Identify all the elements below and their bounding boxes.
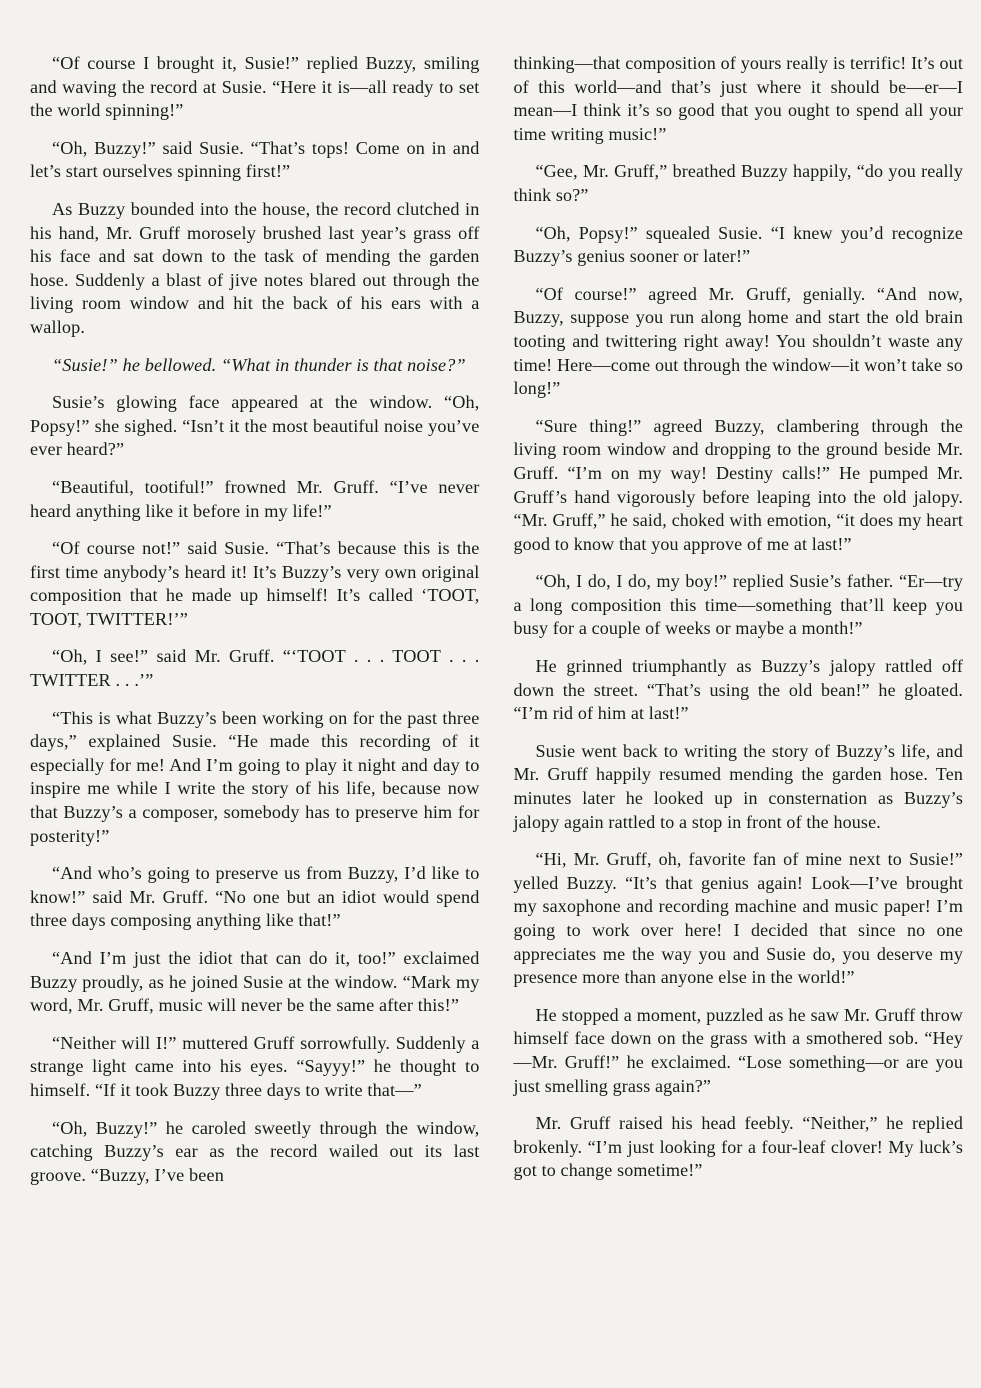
right-column xyxy=(514,52,964,1388)
paragraph: He stopped a moment, puzzled as he saw Mr. Gruff throw himself face down on the grass with a smothered sob. “Hey—Mr. Gruff!” he exclaimed. “Lose something—or are you just smelling grass again?” xyxy=(513,1004,963,1096)
paragraph: “Oh, Popsy!” squealed Susie. “I knew you’d recognize Buzzy’s genius sooner or later!” xyxy=(513,222,963,267)
paragraph: “And who’s going to preserve us from Buzzy, I’d like to know!” said Mr. Gruff. “No one but an idiot would spend three days composing anything like that!” xyxy=(30,863,480,931)
paragraph: “Of course!” agreed Mr. Gruff, genially. “And now, Buzzy, suppose you run along home and start the old brain tooting and twittering right away! You shouldn’t waste any time! Here—come out through the window—it won’t take so long!” xyxy=(513,283,963,399)
paragraph: “Of course not!” said Susie. “That’s because this is the first time anybody’s heard it! It’s Buzzy’s very own original composition that he made up himself! It’s called ‘TOOT, TOOT, TWITTER!’” xyxy=(30,538,480,629)
paragraph: “This is what Buzzy’s been working on for the past three days,” explained Susie. “He made this recording of it especially for me! And I’m going to play it night and day to inspire me while I write the story of his life, because now that Buzzy’s a composer, somebody has to preserve him for posterity!” xyxy=(30,707,480,846)
paragraph: Susie’s glowing face appeared at the window. “Oh, Popsy!” she sighed. “Isn’t it the most beautiful noise you’ve ever heard?” xyxy=(30,392,480,460)
paragraph: “Sure thing!” agreed Buzzy, clambering through the living room window and dropping to the ground beside Mr. Gruff. “I’m on my way! Destiny calls!” He pumped Mr. Gruff’s hand vigorously before leaping into the old jalopy. “Mr. Gruff,” he said, choked with emotion, “it does my heart good to know that you approve of me at last!” xyxy=(513,415,963,554)
paragraph: “Beautiful, tootiful!” frowned Mr. Gruff. “I’ve never heard anything like it before in my life!” xyxy=(30,476,480,521)
paragraph: “Susie!” he bellowed. “What in thunder is that noise?” xyxy=(52,354,466,375)
paragraph: “Oh, Buzzy!” said Susie. “That’s tops! Come on in and let’s start ourselves spinning first!” xyxy=(30,137,480,182)
paragraph: “Gee, Mr. Gruff,” breathed Buzzy happily, “do you really think so?” xyxy=(513,161,963,205)
paragraph: “Hi, Mr. Gruff, oh, favorite fan of mine next to Susie!” yelled Buzzy. “It’s that genius again! Look—I’ve brought my saxophone and recording machine and music paper! I’m going to work over here! I decided that since no one appreciates me the way you and Susie do, you deserve my presence more than anyone else in the world!” xyxy=(513,849,963,988)
left-column xyxy=(30,52,480,1388)
paragraph: “Oh, I do, I do, my boy!” replied Susie’s father. “Er—try a long composition this time—something that’ll keep you busy for a couple of weeks or maybe a month!” xyxy=(513,571,963,639)
paragraph: He grinned triumphantly as Buzzy’s jalopy rattled off down the street. “That’s using the old bean!” he gloated. “I’m rid of him at last!” xyxy=(513,656,963,724)
paragraph: “Oh, Buzzy!” he caroled sweetly through the window, catching Buzzy’s ear as the record wailed out its last groove. “Buzzy, I’ve been xyxy=(30,1117,480,1185)
paragraph: thinking—that composition of yours really is terrific! It’s out of this world—and that’s just where it should be—er—I mean—I think it’s so good that you ought to spend all your time writing music!” xyxy=(513,53,963,144)
paragraph: As Buzzy bounded into the house, the record clutched in his hand, Mr. Gruff morosely brushed last year’s grass off his face and sat down to the task of mending the garden hose. Suddenly a blast of jive notes blared out through the living room window and hit the back of his ears with a wallop. xyxy=(30,198,480,337)
paragraph: Mr. Gruff raised his head feebly. “Neither,” he replied brokenly. “I’m just looking for a four-leaf clover! My luck’s got to change sometime!” xyxy=(513,1113,963,1181)
paragraph: “Of course I brought it, Susie!” replied Buzzy, smiling and waving the record at Susie. “Here it is—all ready to set the world spinning!” xyxy=(30,53,480,121)
paragraph: “And I’m just the idiot that can do it, too!” exclaimed Buzzy proudly, as he joined Susie at the window. “Mark my word, Mr. Gruff, music will never be the same after this!” xyxy=(30,948,480,1016)
paragraph: “Neither will I!” muttered Gruff sorrowfully. Suddenly a strange light came into his eyes. “Sayyy!” he thought to himself. “If it took Buzzy three days to write that—” xyxy=(30,1032,480,1100)
paragraph: “Oh, I see!” said Mr. Gruff. “‘TOOT . . . TOOT . . . TWITTER . . .’” xyxy=(30,646,480,691)
paragraph: Susie went back to writing the story of Buzzy’s life, and Mr. Gruff happily resumed mending the garden hose. Ten minutes later he looked up in consternation as Buzzy’s jalopy again rattled to a stop in front of the house. xyxy=(513,740,963,832)
